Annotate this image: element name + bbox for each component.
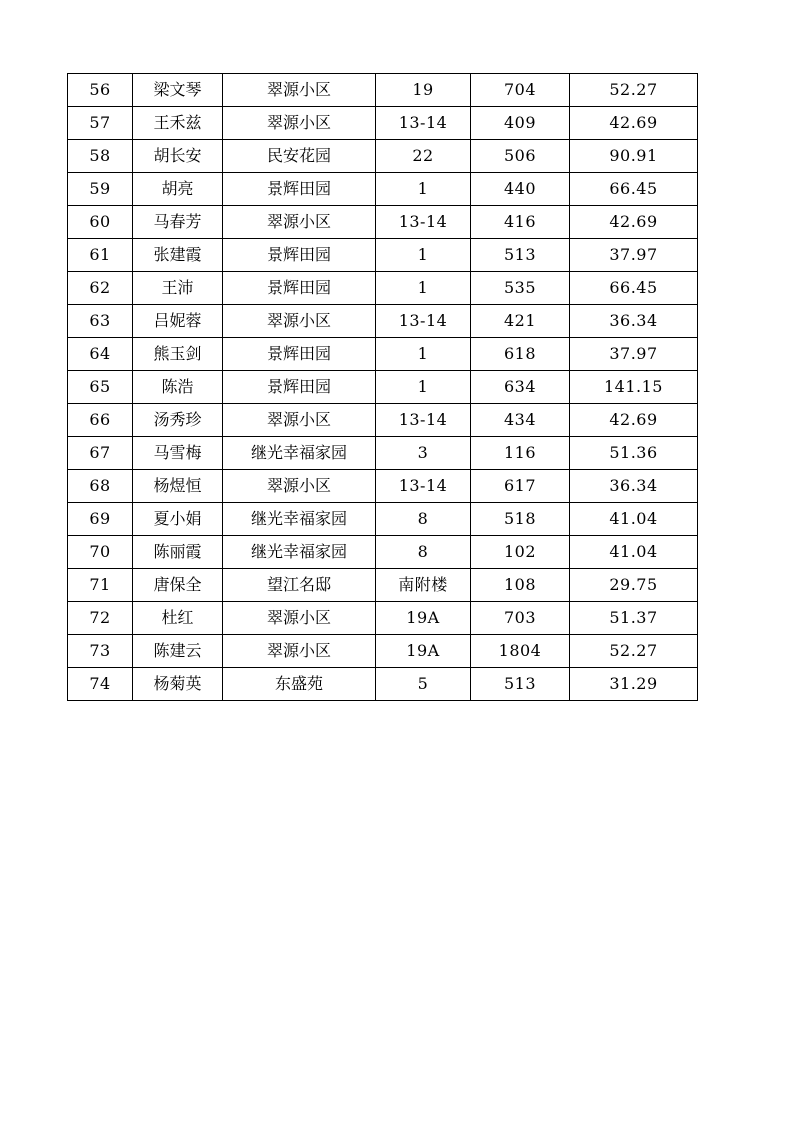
cell-number: 58 <box>68 140 133 173</box>
cell-community: 翠源小区 <box>223 470 376 503</box>
cell-area: 51.36 <box>570 437 698 470</box>
table-row <box>68 107 698 140</box>
cell-number: 60 <box>68 206 133 239</box>
cell-building: 1 <box>376 239 471 272</box>
cell-name: 唐保全 <box>133 569 223 602</box>
cell-room: 703 <box>471 602 570 635</box>
table-row <box>68 371 698 404</box>
cell-community: 继光幸福家园 <box>223 536 376 569</box>
cell-number: 74 <box>68 668 133 701</box>
cell-community: 继光幸福家园 <box>223 437 376 470</box>
cell-name: 吕妮蓉 <box>133 305 223 338</box>
roster-table-body <box>68 74 698 701</box>
table-row <box>68 536 698 569</box>
cell-number: 73 <box>68 635 133 668</box>
cell-room: 618 <box>471 338 570 371</box>
cell-room: 1804 <box>471 635 570 668</box>
table-row <box>68 635 698 668</box>
cell-name: 马雪梅 <box>133 437 223 470</box>
cell-building: 南附楼 <box>376 569 471 602</box>
table-row <box>68 668 698 701</box>
cell-area: 141.15 <box>570 371 698 404</box>
cell-name: 夏小娟 <box>133 503 223 536</box>
cell-number: 72 <box>68 602 133 635</box>
cell-building: 1 <box>376 272 471 305</box>
cell-area: 37.97 <box>570 239 698 272</box>
cell-name: 陈浩 <box>133 371 223 404</box>
cell-area: 90.91 <box>570 140 698 173</box>
roster-table <box>67 73 698 701</box>
cell-community: 景辉田园 <box>223 272 376 305</box>
cell-name: 马春芳 <box>133 206 223 239</box>
cell-building: 1 <box>376 338 471 371</box>
cell-area: 31.29 <box>570 668 698 701</box>
cell-area: 41.04 <box>570 536 698 569</box>
cell-number: 70 <box>68 536 133 569</box>
cell-room: 617 <box>471 470 570 503</box>
cell-area: 36.34 <box>570 470 698 503</box>
cell-name: 王禾兹 <box>133 107 223 140</box>
cell-community: 东盛苑 <box>223 668 376 701</box>
cell-number: 64 <box>68 338 133 371</box>
cell-area: 51.37 <box>570 602 698 635</box>
cell-number: 68 <box>68 470 133 503</box>
table-row <box>68 272 698 305</box>
cell-room: 513 <box>471 668 570 701</box>
cell-community: 翠源小区 <box>223 206 376 239</box>
cell-room: 535 <box>471 272 570 305</box>
cell-name: 杜红 <box>133 602 223 635</box>
cell-name: 杨煜恒 <box>133 470 223 503</box>
cell-number: 62 <box>68 272 133 305</box>
cell-name: 汤秀珍 <box>133 404 223 437</box>
cell-room: 416 <box>471 206 570 239</box>
cell-number: 56 <box>68 74 133 107</box>
cell-number: 69 <box>68 503 133 536</box>
cell-building: 8 <box>376 536 471 569</box>
cell-number: 67 <box>68 437 133 470</box>
cell-name: 王沛 <box>133 272 223 305</box>
cell-building: 13-14 <box>376 404 471 437</box>
cell-building: 1 <box>376 371 471 404</box>
cell-room: 704 <box>471 74 570 107</box>
cell-building: 13-14 <box>376 206 471 239</box>
cell-area: 37.97 <box>570 338 698 371</box>
cell-room: 116 <box>471 437 570 470</box>
cell-name: 杨菊英 <box>133 668 223 701</box>
table-row <box>68 305 698 338</box>
cell-community: 望江名邸 <box>223 569 376 602</box>
cell-number: 61 <box>68 239 133 272</box>
cell-building: 13-14 <box>376 470 471 503</box>
cell-name: 张建霞 <box>133 239 223 272</box>
cell-room: 634 <box>471 371 570 404</box>
cell-room: 506 <box>471 140 570 173</box>
cell-area: 42.69 <box>570 404 698 437</box>
cell-room: 440 <box>471 173 570 206</box>
cell-community: 景辉田园 <box>223 338 376 371</box>
cell-room: 421 <box>471 305 570 338</box>
table-row <box>68 503 698 536</box>
table-row <box>68 173 698 206</box>
cell-building: 13-14 <box>376 107 471 140</box>
cell-community: 景辉田园 <box>223 173 376 206</box>
cell-area: 42.69 <box>570 206 698 239</box>
cell-room: 434 <box>471 404 570 437</box>
cell-community: 景辉田园 <box>223 371 376 404</box>
cell-community: 翠源小区 <box>223 305 376 338</box>
cell-name: 梁文琴 <box>133 74 223 107</box>
cell-building: 19 <box>376 74 471 107</box>
cell-room: 102 <box>471 536 570 569</box>
cell-area: 41.04 <box>570 503 698 536</box>
cell-room: 513 <box>471 239 570 272</box>
cell-building: 13-14 <box>376 305 471 338</box>
cell-community: 翠源小区 <box>223 107 376 140</box>
table-row <box>68 140 698 173</box>
cell-community: 民安花园 <box>223 140 376 173</box>
cell-area: 36.34 <box>570 305 698 338</box>
cell-building: 22 <box>376 140 471 173</box>
cell-area: 66.45 <box>570 272 698 305</box>
cell-name: 陈建云 <box>133 635 223 668</box>
cell-building: 19A <box>376 602 471 635</box>
cell-building: 1 <box>376 173 471 206</box>
cell-building: 19A <box>376 635 471 668</box>
cell-name: 陈丽霞 <box>133 536 223 569</box>
cell-number: 63 <box>68 305 133 338</box>
cell-community: 翠源小区 <box>223 404 376 437</box>
cell-number: 65 <box>68 371 133 404</box>
cell-number: 59 <box>68 173 133 206</box>
table-row <box>68 569 698 602</box>
table-row <box>68 470 698 503</box>
cell-area: 52.27 <box>570 74 698 107</box>
cell-building: 3 <box>376 437 471 470</box>
table-row <box>68 239 698 272</box>
cell-number: 57 <box>68 107 133 140</box>
cell-room: 518 <box>471 503 570 536</box>
cell-area: 52.27 <box>570 635 698 668</box>
table-row <box>68 404 698 437</box>
cell-number: 66 <box>68 404 133 437</box>
cell-area: 66.45 <box>570 173 698 206</box>
cell-community: 继光幸福家园 <box>223 503 376 536</box>
table-row <box>68 437 698 470</box>
cell-community: 翠源小区 <box>223 635 376 668</box>
cell-name: 熊玉剑 <box>133 338 223 371</box>
cell-number: 71 <box>68 569 133 602</box>
cell-building: 8 <box>376 503 471 536</box>
cell-room: 409 <box>471 107 570 140</box>
table-row <box>68 206 698 239</box>
cell-area: 42.69 <box>570 107 698 140</box>
cell-community: 翠源小区 <box>223 74 376 107</box>
cell-name: 胡亮 <box>133 173 223 206</box>
cell-community: 翠源小区 <box>223 602 376 635</box>
cell-room: 108 <box>471 569 570 602</box>
cell-community: 景辉田园 <box>223 239 376 272</box>
cell-building: 5 <box>376 668 471 701</box>
table-row <box>68 74 698 107</box>
cell-area: 29.75 <box>570 569 698 602</box>
table-row <box>68 602 698 635</box>
cell-name: 胡长安 <box>133 140 223 173</box>
table-row <box>68 338 698 371</box>
